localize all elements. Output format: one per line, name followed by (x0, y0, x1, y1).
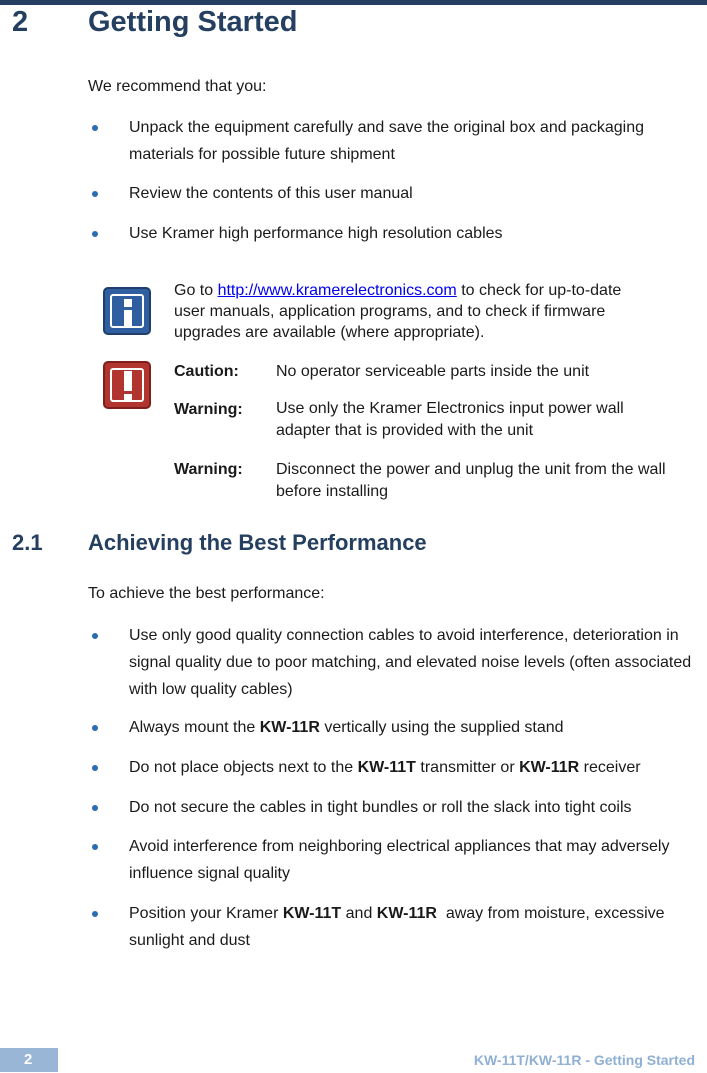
bullet-icon (92, 231, 98, 237)
bullet-icon (92, 911, 98, 917)
bullet-icon (92, 191, 98, 197)
bullet-icon (92, 805, 98, 811)
subsection-title: Achieving the Best Performance (88, 530, 427, 555)
warning-text: Disconnect the power and unplug the unit from the wall before installing (276, 461, 666, 500)
caution-label: Caution: (174, 363, 239, 380)
caution-text: No operator serviceable parts inside the unit (276, 363, 590, 380)
info-icon (103, 287, 151, 335)
exclamation-icon (103, 361, 151, 409)
bullet-icon (92, 725, 98, 731)
section-number: 2 (12, 6, 29, 38)
bullet-icon (92, 765, 98, 771)
page-number: 2 (24, 1051, 33, 1068)
warning-label: Warning: (174, 401, 243, 418)
warning-text: Use only the Kramer Electronics input power wall adapter that is provided with the unit (276, 400, 624, 439)
intro-text: We recommend that you: (88, 78, 267, 95)
bullet-icon (92, 125, 98, 131)
website-link[interactable]: http://www.kramerelectronics.com (217, 282, 457, 299)
info-note: Go to http://www.kramerelectronics.com to check for up-to-date user manuals, application programs, and to check if firmware upgrades are available (where appropriate). (174, 282, 622, 341)
bullet-icon (92, 844, 98, 850)
section-title: Getting Started (88, 6, 298, 38)
top-rule (0, 0, 707, 5)
warning-label: Warning: (174, 461, 243, 478)
intro-text: To achieve the best performance: (88, 585, 325, 602)
footer-title: KW-11T/KW-11R - Getting Started (473, 1052, 695, 1068)
subsection-number: 2.1 (12, 530, 43, 555)
bullet-icon (92, 633, 98, 639)
